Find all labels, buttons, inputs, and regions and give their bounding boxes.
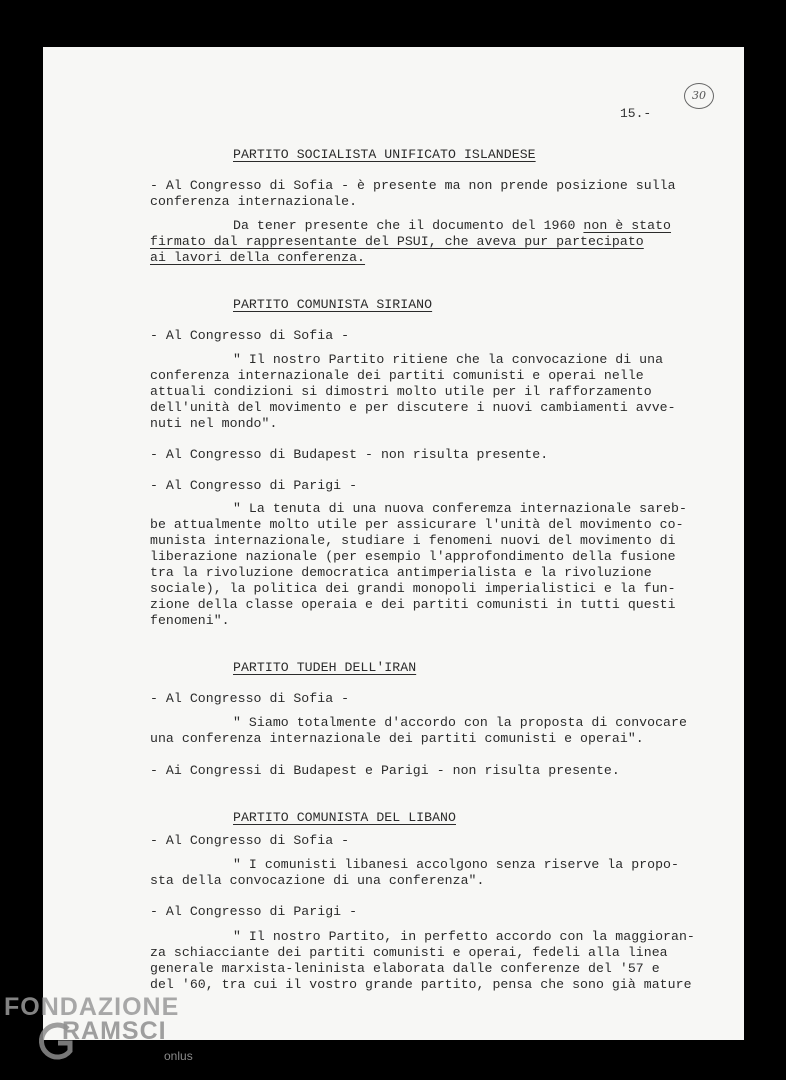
text-line: attuali condizioni si dimostri molto utile per il rafforzamento — [150, 384, 652, 399]
underlined-fragment: non è stato — [583, 218, 672, 233]
text-line-underlined: ai lavori della conferenza. — [150, 250, 366, 265]
text-line: " Siamo totalmente d'accordo con la proposta di convocare — [233, 715, 687, 730]
text-line: - Al Congresso di Sofia - — [150, 833, 350, 848]
heading-islanda: PARTITO SOCIALISTA UNIFICATO ISLANDESE — [233, 147, 536, 162]
text-line: munista internazionale, studiare i fenomeni nuovi del movimento di — [150, 533, 676, 548]
text-line: conferenza internazionale. — [150, 194, 358, 209]
text-line: generale marxista-leninista elaborata dalle conferenze del '57 e — [150, 961, 660, 976]
heading-siria: PARTITO COMUNISTA SIRIANO — [233, 297, 433, 312]
circled-archive-number: 30 — [684, 83, 714, 109]
text-fragment: Da tener presente che il documento del 1960 — [233, 218, 584, 233]
text-line: " Il nostro Partito, in perfetto accordo con la maggioran- — [233, 929, 695, 944]
text-line: be attualmente molto utile per assicurare l'unità del movimento co- — [150, 517, 684, 532]
text-line: conferenza internazionale dei partiti comunisti e operai nelle — [150, 368, 644, 383]
watermark-line3: onlus — [164, 1049, 193, 1063]
text-line: " Il nostro Partito ritiene che la convocazione di una — [233, 352, 664, 367]
heading-libano: PARTITO COMUNISTA DEL LIBANO — [233, 810, 456, 825]
text-line: " La tenuta di una nuova conferemza internazionale sareb- — [233, 501, 687, 516]
text-line: - Ai Congressi di Budapest e Parigi - non risulta presente. — [150, 763, 620, 778]
text-line — [233, 218, 671, 234]
watermark-line2: RAMSCI — [62, 1017, 167, 1045]
text-line: una conferenza internazionale dei partiti comunisti e operai". — [150, 731, 644, 746]
text-line: - Al Congresso di Budapest - non risulta presente. — [150, 447, 549, 462]
text-line-underlined: firmato dal rappresentante del PSUI, che aveva pur partecipato — [150, 234, 644, 249]
text-line: sta della convocazione di una conferenza". — [150, 873, 485, 888]
text-line: - Al Congresso di Sofia - è presente ma non prende posizione sulla — [150, 178, 676, 193]
text-line: - Al Congresso di Sofia - — [150, 691, 350, 706]
text-line: - Al Congresso di Parigi - — [150, 904, 358, 919]
text-line: zione della classe operaia e dei partiti comunisti in tutti questi — [150, 597, 676, 612]
text-line: za schiacciante dei partiti comunisti e operai, fedeli alla linea — [150, 945, 668, 960]
heading-iran: PARTITO TUDEH DELL'IRAN — [233, 660, 417, 675]
text-line: sociale), la politica dei grandi monopoli imperialistici e la fun- — [150, 581, 676, 596]
text-line: - Al Congresso di Sofia - — [150, 328, 350, 343]
text-line: - Al Congresso di Parigi - — [150, 478, 358, 493]
text-line: tra la rivoluzione democratica antimperialista e la rivoluzione — [150, 565, 652, 580]
watermark-line1: FONDAZIONE — [4, 993, 180, 1021]
text-line: del '60, tra cui il vostro grande partito, pensa che sono già mature — [150, 977, 692, 992]
text-line: " I comunisti libanesi accolgono senza riserve la propo- — [233, 857, 679, 872]
text-line: liberazione nazionale (per esempio l'approfondimento della fusione — [150, 549, 676, 564]
text-line: nuti nel mondo". — [150, 416, 278, 431]
page-number: 15.- — [620, 106, 652, 121]
text-line: dell'unità del movimento e per discutere i nuovi cambiamenti avve- — [150, 400, 676, 415]
watermark-fondazione-gramsci — [4, 991, 204, 1071]
text-line: fenomeni". — [150, 613, 230, 628]
